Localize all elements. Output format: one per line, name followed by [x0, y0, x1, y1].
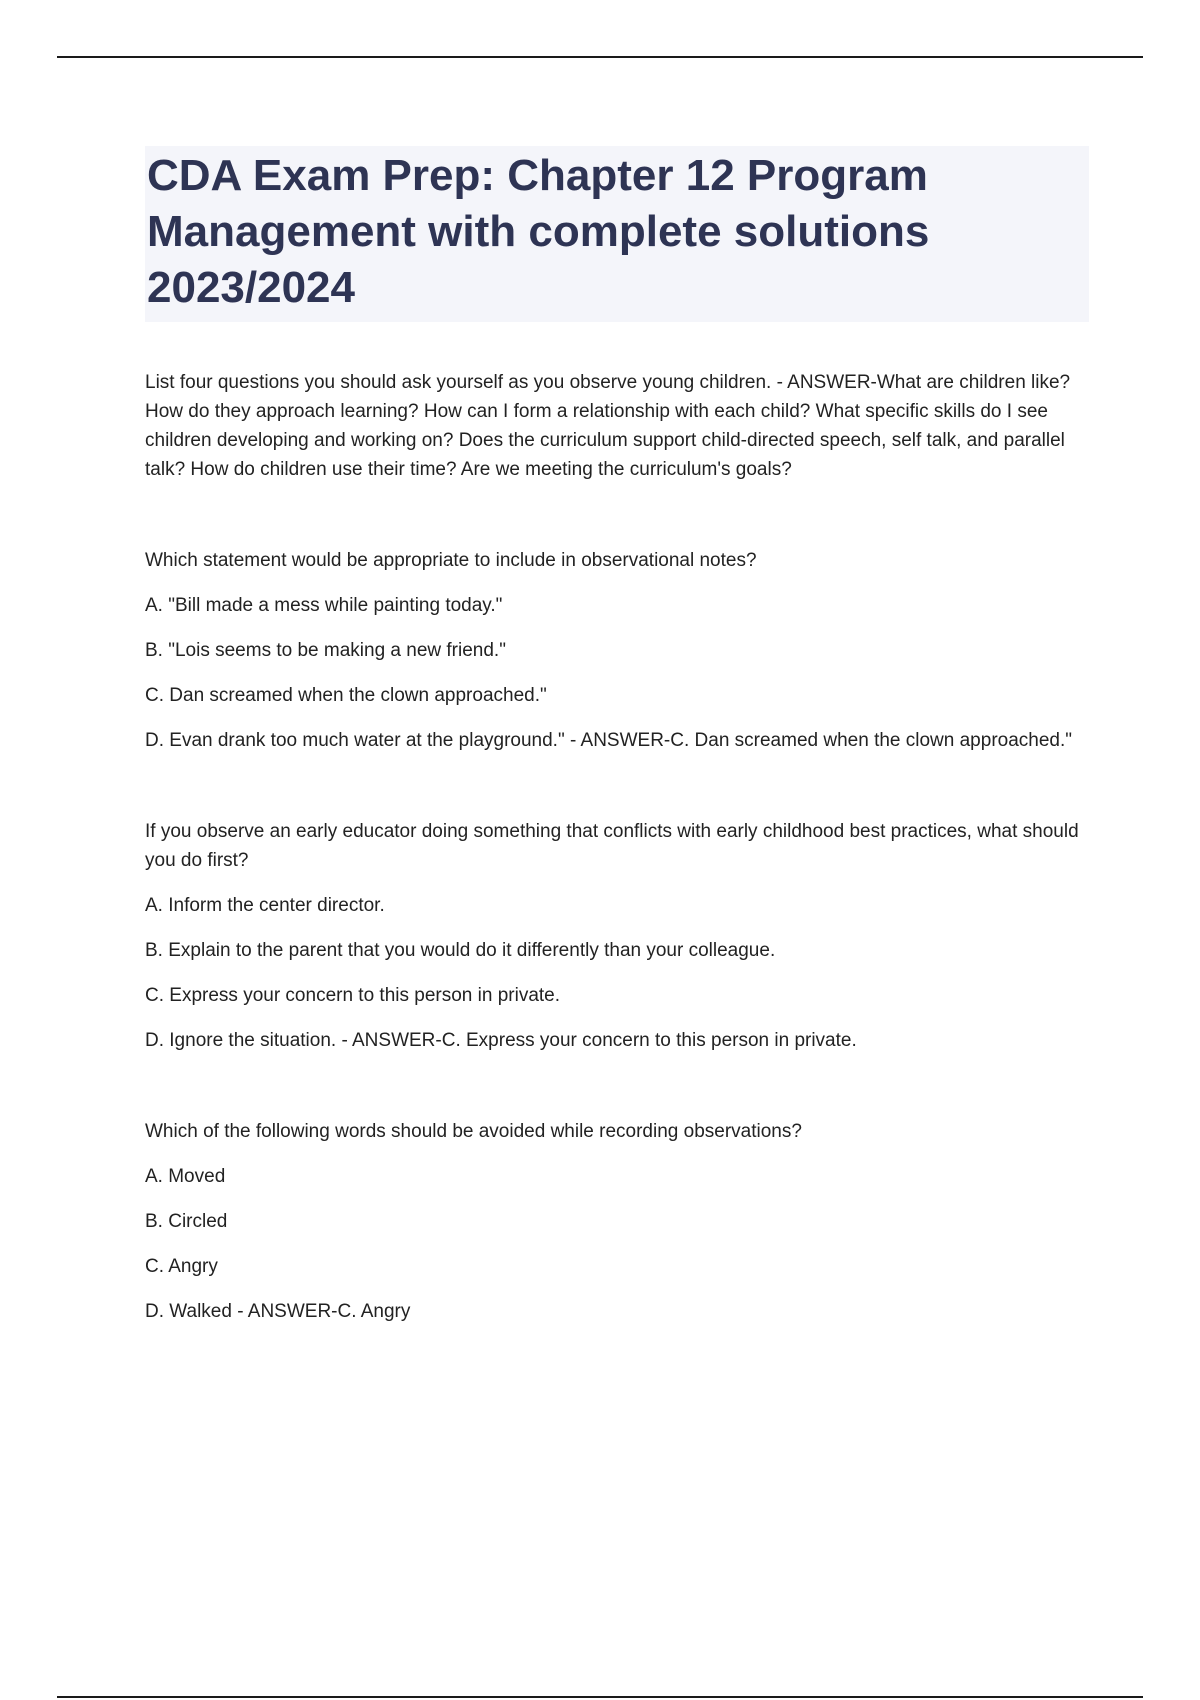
question-2-option-a: A. "Bill made a mess while painting today."	[145, 595, 503, 616]
question-4-option-c: C. Angry	[145, 1256, 218, 1277]
question-3: If you observe an early educator doing something that conflicts with early childhood best practices, what should you do first?	[145, 821, 1079, 871]
question-2-option-b: B. "Lois seems to be making a new friend."	[145, 640, 506, 661]
document-title: CDA Exam Prep: Chapter 12 Program Management with complete solutions 2023/2024	[147, 151, 930, 312]
bottom-divider	[57, 1696, 1143, 1698]
question-4-option-a: A. Moved	[145, 1166, 226, 1187]
document-body	[145, 146, 1089, 1326]
question-2-option-d-answer: D. Evan drank too much water at the playground." - ANSWER-C. Dan screamed when the clown approached."	[145, 730, 1073, 751]
question-4: Which of the following words should be avoided while recording observations?	[145, 1121, 802, 1142]
question-3-option-d-answer: D. Ignore the situation. - ANSWER-C. Express your concern to this person in private.	[145, 1030, 857, 1051]
title-banner	[145, 146, 1089, 322]
question-1-with-answer: List four questions you should ask yourself as you observe young children. - ANSWER-What are children like? How do they approach learning? How can I form a relationship with each child? What specific skills do I see children developing and working on? Does the curriculum support child-directed speech, self talk, and parallel talk? How do children use their time? Are we meeting the curriculum's goals?	[145, 372, 1071, 480]
question-2: Which statement would be appropriate to include in observational notes?	[145, 550, 757, 571]
question-4-option-d-answer: D. Walked - ANSWER-C. Angry	[145, 1301, 411, 1322]
question-3-option-b: B. Explain to the parent that you would do it differently than your colleague.	[145, 940, 776, 961]
question-3-option-a: A. Inform the center director.	[145, 895, 385, 916]
top-divider	[57, 56, 1143, 58]
question-3-option-c: C. Express your concern to this person in private.	[145, 985, 561, 1006]
question-4-option-b: B. Circled	[145, 1211, 228, 1232]
question-2-option-c: C. Dan screamed when the clown approached."	[145, 685, 547, 706]
